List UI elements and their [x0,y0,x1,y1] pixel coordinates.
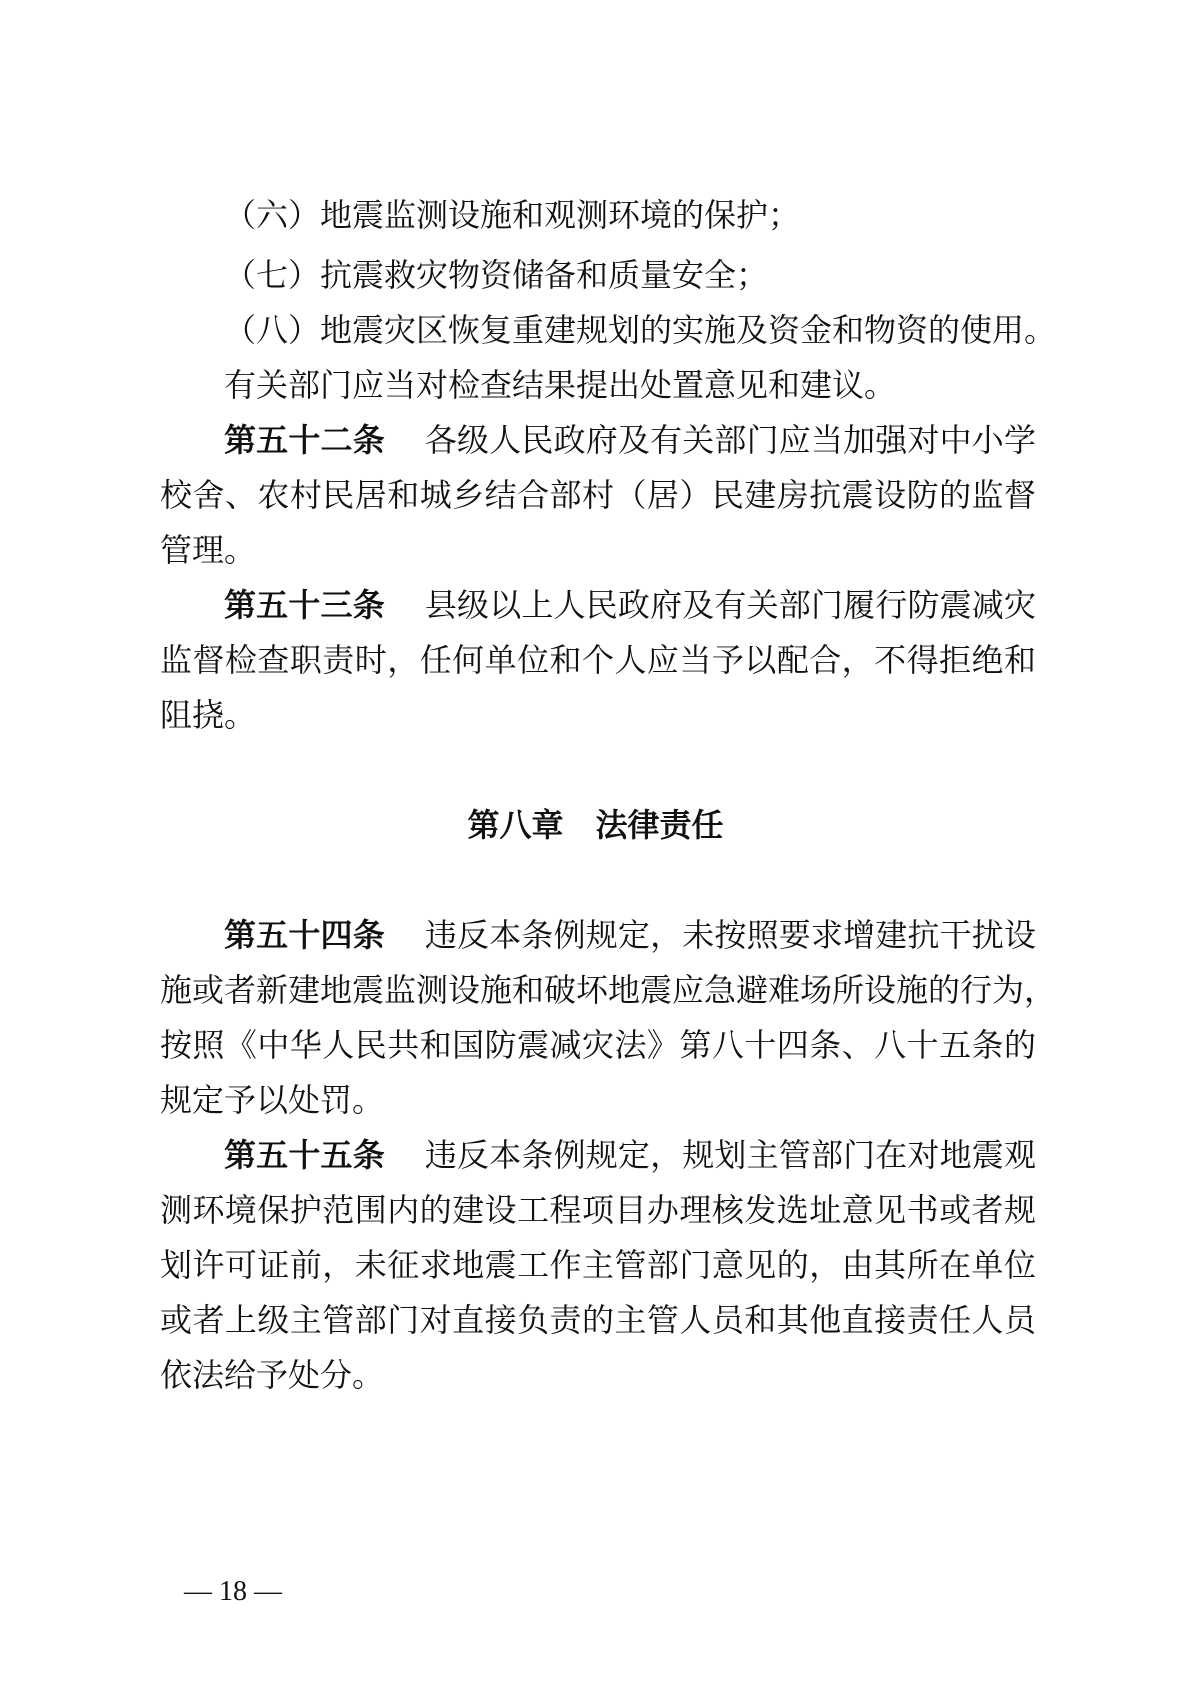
article-54-line-4: 规定予以处罚。 [160,1081,385,1119]
list-item-6: （六）地震监测设施和观测环境的保护； [224,196,801,234]
article-55-text-1: 违反本条例规定，规划主管部门在对地震观 [424,1136,1036,1174]
article-52-line-1 [224,420,1036,460]
article-55-line-5: 依法给予处分。 [160,1356,385,1394]
article-52-line-3: 管理。 [160,531,257,569]
article-55-line-1 [224,1135,1036,1175]
article-54-line-3: 按照《中华人民共和国防震减灾法》第八十四条、八十五条的 [160,1026,1036,1064]
article-52-heading: 第五十二条 [224,421,385,459]
article-52-text-1: 各级人民政府及有关部门应当加强对中小学 [424,421,1036,459]
list-item-8: （八）地震灾区恢复重建规划的实施及资金和物资的使用。 [224,311,1057,349]
article-53-line-2: 监督检查职责时，任何单位和个人应当予以配合，不得拒绝和 [160,641,1036,679]
article-52-line-2: 校舍、农村民居和城乡结合部村（居）民建房抗震设防的监督 [160,476,1036,514]
article-53-heading: 第五十三条 [224,586,385,624]
article-54-line-1 [224,915,1036,955]
article-55-line-2: 测环境保护范围内的建设工程项目办理核发选址意见书或者规 [160,1191,1036,1229]
paragraph-check-results: 有关部门应当对检查结果提出处置意见和建议。 [224,366,897,404]
article-54-line-2: 施或者新建地震监测设施和破坏地震应急避难场所设施的行为， [160,971,1057,1009]
article-55-line-3: 划许可证前，未征求地震工作主管部门意见的，由其所在单位 [160,1246,1036,1284]
article-54-text-1: 违反本条例规定，未按照要求增建抗干扰设 [424,916,1036,954]
chapter-title: 第八章 法律责任 [467,806,724,844]
article-55-line-4: 或者上级主管部门对直接负责的主管人员和其他直接责任人员 [160,1301,1036,1339]
page-number: — 18 — [184,1576,282,1607]
article-55-heading: 第五十五条 [224,1136,385,1174]
article-53-line-1 [224,585,1036,625]
list-item-7: （七）抗震救灾物资储备和质量安全； [224,256,769,294]
article-54-heading: 第五十四条 [224,916,385,954]
article-53-text-1: 县级以上人民政府及有关部门履行防震减灾 [424,586,1036,624]
article-53-line-3: 阻挠。 [160,696,257,734]
